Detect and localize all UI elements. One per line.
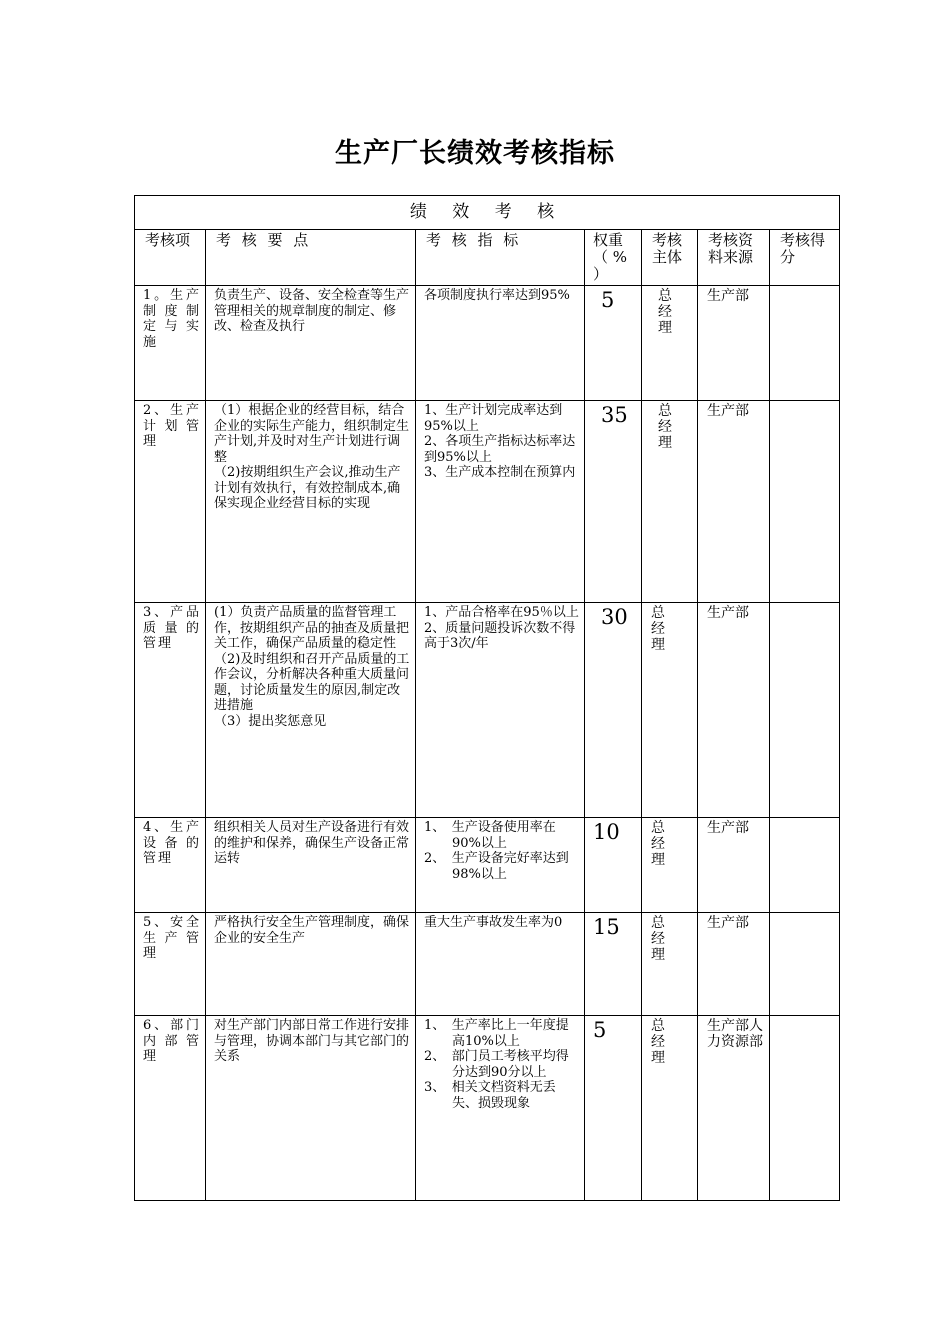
cell-score (770, 401, 840, 603)
cell-subject (642, 818, 698, 913)
cell-indicators (416, 818, 585, 913)
cell-weight: 10 (585, 818, 642, 913)
subject-char: 总 (651, 605, 665, 621)
cell-item: 1。生产制度制定与实施 (135, 286, 206, 401)
cell-indicators (416, 603, 585, 818)
header-weight: 权重（ % ） (585, 230, 642, 286)
cell-source: 生产部 (698, 401, 770, 603)
indicator-line: 2、 部门员工考核平均得分达到90分以上 (424, 1049, 569, 1080)
cell-subject (642, 603, 698, 818)
cell-item: 3、产品质量的管理 (135, 603, 206, 818)
table-row (135, 401, 840, 603)
cell-points: (1）负责产品质量的监督管理工作，按期组织产品的抽查及质量把关工作，确保产品质量的稳定性 （2)及时组织和召开产品质量的工作会议，分析解决各种重大质量问题，讨论质量发生的原因,制定改进措施 （3）提出奖惩意见 (206, 603, 416, 818)
subject-char: 总 (658, 288, 672, 304)
cell-source: 生产部人力资源部 (698, 1016, 770, 1201)
cell-source: 生产部 (698, 286, 770, 401)
cell-score (770, 913, 840, 1016)
cell-weight: 35 (585, 401, 642, 603)
cell-subject (642, 1016, 698, 1201)
cell-weight: 15 (585, 913, 642, 1016)
cell-points: 严格执行安全生产管理制度，确保企业的安全生产 (206, 913, 416, 1016)
header-subject: 考核主体 (642, 230, 698, 286)
table-row (135, 1016, 840, 1201)
subject-char: 经 (651, 836, 665, 852)
cell-score (770, 603, 840, 818)
table-row (135, 603, 840, 818)
subject-char: 总 (651, 1018, 665, 1034)
cell-indicators (416, 286, 585, 401)
indicator-line: 3、 相关文档资料无丢失、损毁现象 (424, 1080, 556, 1111)
indicator-line: 各项制度执行率达到95% (424, 288, 570, 303)
cell-weight: 5 (585, 1016, 642, 1201)
cell-item: 4、生产设备的管理 (135, 818, 206, 913)
header-points: 考 核 要 点 (206, 230, 416, 286)
cell-indicators (416, 401, 585, 603)
cell-source: 生产部 (698, 913, 770, 1016)
cell-subject (642, 401, 698, 603)
cell-item: 6、部门内部管理 (135, 1016, 206, 1201)
subject-char: 总 (651, 915, 665, 931)
cell-subject (642, 913, 698, 1016)
subject-char: 总 (651, 820, 665, 836)
subject-char: 理 (651, 637, 665, 653)
subject-char: 经 (651, 621, 665, 637)
subject-char: 理 (651, 1050, 665, 1066)
indicator-line: 1、生产计划完成率达到95%以上 (424, 403, 563, 434)
subject-char: 理 (651, 947, 665, 963)
cell-item: 5、安全生产管理 (135, 913, 206, 1016)
cell-item: 2、生产计划管理 (135, 401, 206, 603)
header-item: 考核项 (135, 230, 206, 286)
performance-table (134, 195, 840, 1201)
cell-weight: 30 (585, 603, 642, 818)
subject-char: 理 (651, 852, 665, 868)
cell-points: 组织相关人员对生产设备进行有效的维护和保养，确保生产设备正常运转 (206, 818, 416, 913)
cell-score (770, 818, 840, 913)
subject-char: 总 (658, 403, 672, 419)
header-row (135, 230, 840, 286)
table-banner: 绩 效 考 核 (135, 196, 840, 230)
subject-char: 理 (658, 435, 672, 451)
indicator-line: 2、 生产设备完好率达到98%以上 (424, 851, 569, 882)
table-row (135, 913, 840, 1016)
indicator-line: 1、产品合格率在95％以上 (424, 605, 579, 620)
cell-indicators (416, 913, 585, 1016)
cell-source: 生产部 (698, 818, 770, 913)
indicator-line: 2、质量问题投诉次数不得高于3次/年 (424, 620, 576, 651)
subject-char: 理 (658, 320, 672, 336)
indicator-line: 1、 生产率比上一年度提高10%以上 (424, 1018, 569, 1049)
subject-char: 经 (658, 304, 672, 320)
subject-char: 经 (651, 931, 665, 947)
indicator-line: 3、生产成本控制在预算内 (424, 465, 576, 480)
indicator-line: 重大生产事故发生率为0 (424, 915, 563, 930)
subject-char: 经 (651, 1034, 665, 1050)
cell-points: （1）根据企业的经营目标，结合企业的实际生产能力，组织制定生产计划,并及时对生产计划进行调整 （2)按期组织生产会议,推动生产计划有效执行，有效控制成本,确保实现企业经营目标的实现 (206, 401, 416, 603)
table-row (135, 818, 840, 913)
cell-subject (642, 286, 698, 401)
subject-char: 经 (658, 419, 672, 435)
header-score: 考核得分 (770, 230, 840, 286)
cell-source: 生产部 (698, 603, 770, 818)
page-title: 生产厂长绩效考核指标 (335, 138, 615, 169)
header-indicators: 考 核 指 标 (416, 230, 585, 286)
cell-weight: 5 (585, 286, 642, 401)
cell-indicators (416, 1016, 585, 1201)
cell-points: 对生产部门内部日常工作进行安排与管理，协调本部门与其它部门的关系 (206, 1016, 416, 1201)
table-row (135, 286, 840, 401)
indicator-line: 1、 生产设备使用率在90%以上 (424, 820, 556, 851)
header-source: 考核资料来源 (698, 230, 770, 286)
cell-score (770, 286, 840, 401)
cell-points: 负责生产、设备、安全检查等生产管理相关的规章制度的制定、修改、检查及执行 (206, 286, 416, 401)
indicator-line: 2、各项生产指标达标率达到95%以上 (424, 434, 576, 465)
cell-score (770, 1016, 840, 1201)
